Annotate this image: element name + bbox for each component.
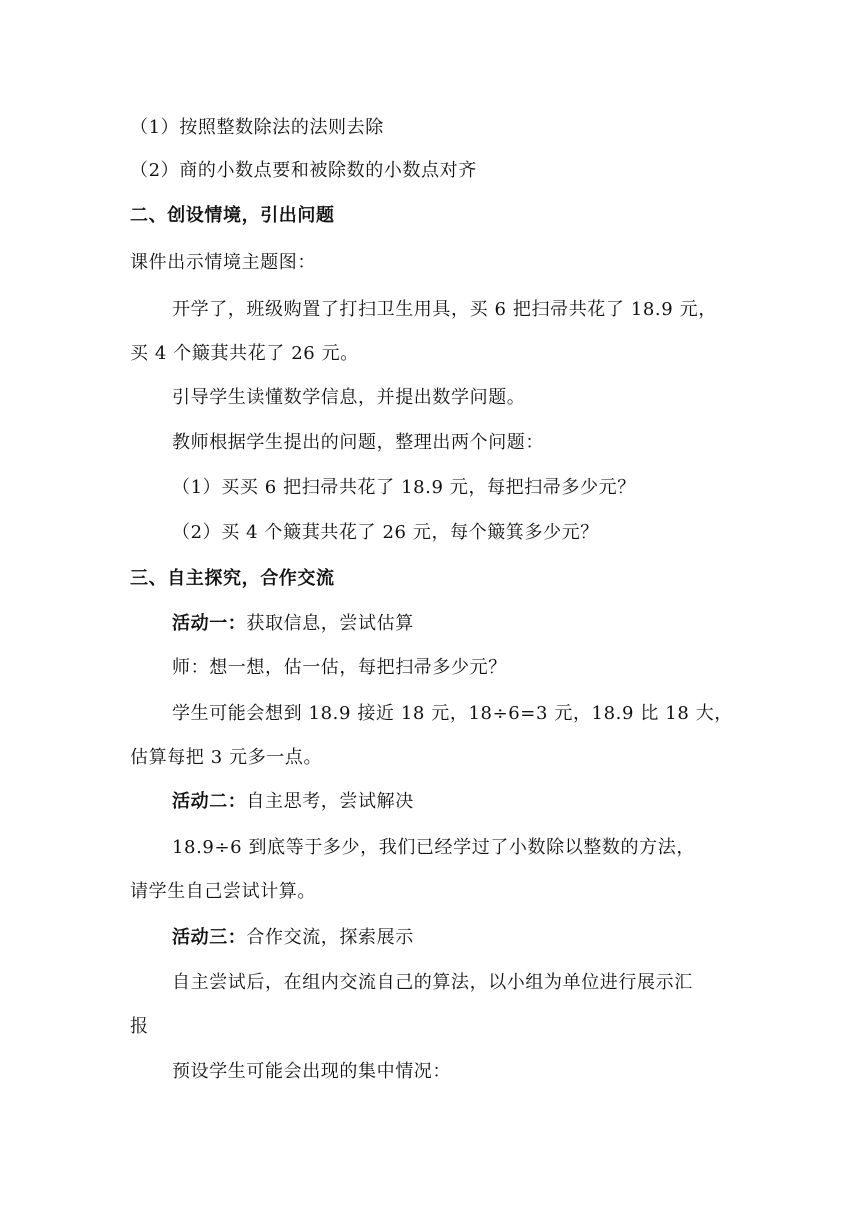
activity-3-heading	[172, 925, 414, 951]
activity-2-label: 活动二：	[172, 791, 247, 812]
activity-3-line-1: 自主尝试后，在组内交流自己的算法，以小组为单位进行展示汇	[172, 972, 693, 993]
activity-3-line-2: 报	[130, 1016, 149, 1037]
activity-1-title: 获取信息，尝试估算	[246, 613, 414, 634]
question-2: （2）买 4 个簸萁共花了 26 元，每个簸箕多少元？	[172, 522, 599, 543]
activity-2-line-2: 请学生自己尝试计算。	[130, 881, 316, 902]
guide-paragraph: 引导学生读懂数学信息，并提出数学问题。	[172, 387, 526, 408]
section-3-heading: 三、自主探究，合作交流	[130, 568, 335, 589]
activity-1-line-1: 师：想一想，估一估，每把扫帚多少元？	[172, 657, 507, 678]
activity-1-heading	[172, 611, 414, 637]
activity-3-label: 活动三：	[172, 927, 247, 948]
activity-2-line-1: 18.9÷6 到底等于多少，我们已经学过了小数除以整数的方法，	[172, 837, 695, 858]
activity-2-heading	[172, 789, 414, 815]
scenario-paragraph-line-2: 买 4 个簸萁共花了 26 元。	[130, 343, 359, 364]
intro-point-1: （1）按照整数除法的法则去除	[130, 117, 384, 138]
section-2-lead: 课件出示情境主题图：	[130, 252, 316, 273]
question-1: （1）买买 6 把扫帚共花了 18.9 元，每把扫帚多少元？	[172, 477, 636, 498]
activity-3-line-3: 预设学生可能会出现的集中情况：	[172, 1061, 451, 1082]
activity-3-title: 合作交流，探索展示	[246, 927, 414, 948]
activity-1-line-3: 估算每把 3 元多一点。	[130, 747, 323, 768]
teacher-paragraph: 教师根据学生提出的问题，整理出两个问题：	[172, 432, 544, 453]
section-2-heading: 二、创设情境，引出问题	[130, 205, 335, 226]
activity-1-line-2: 学生可能会想到 18.9 接近 18 元，18÷6=3 元，18.9 比 18 大，	[172, 703, 733, 724]
activity-2-title: 自主思考，尝试解决	[246, 791, 414, 812]
activity-1-label: 活动一：	[172, 613, 247, 634]
intro-point-2: （2）商的小数点要和被除数的小数点对齐	[130, 160, 477, 181]
scenario-paragraph-line-1: 开学了，班级购置了打扫卫生用具，买 6 把扫帚共花了 18.9 元，	[172, 299, 717, 320]
